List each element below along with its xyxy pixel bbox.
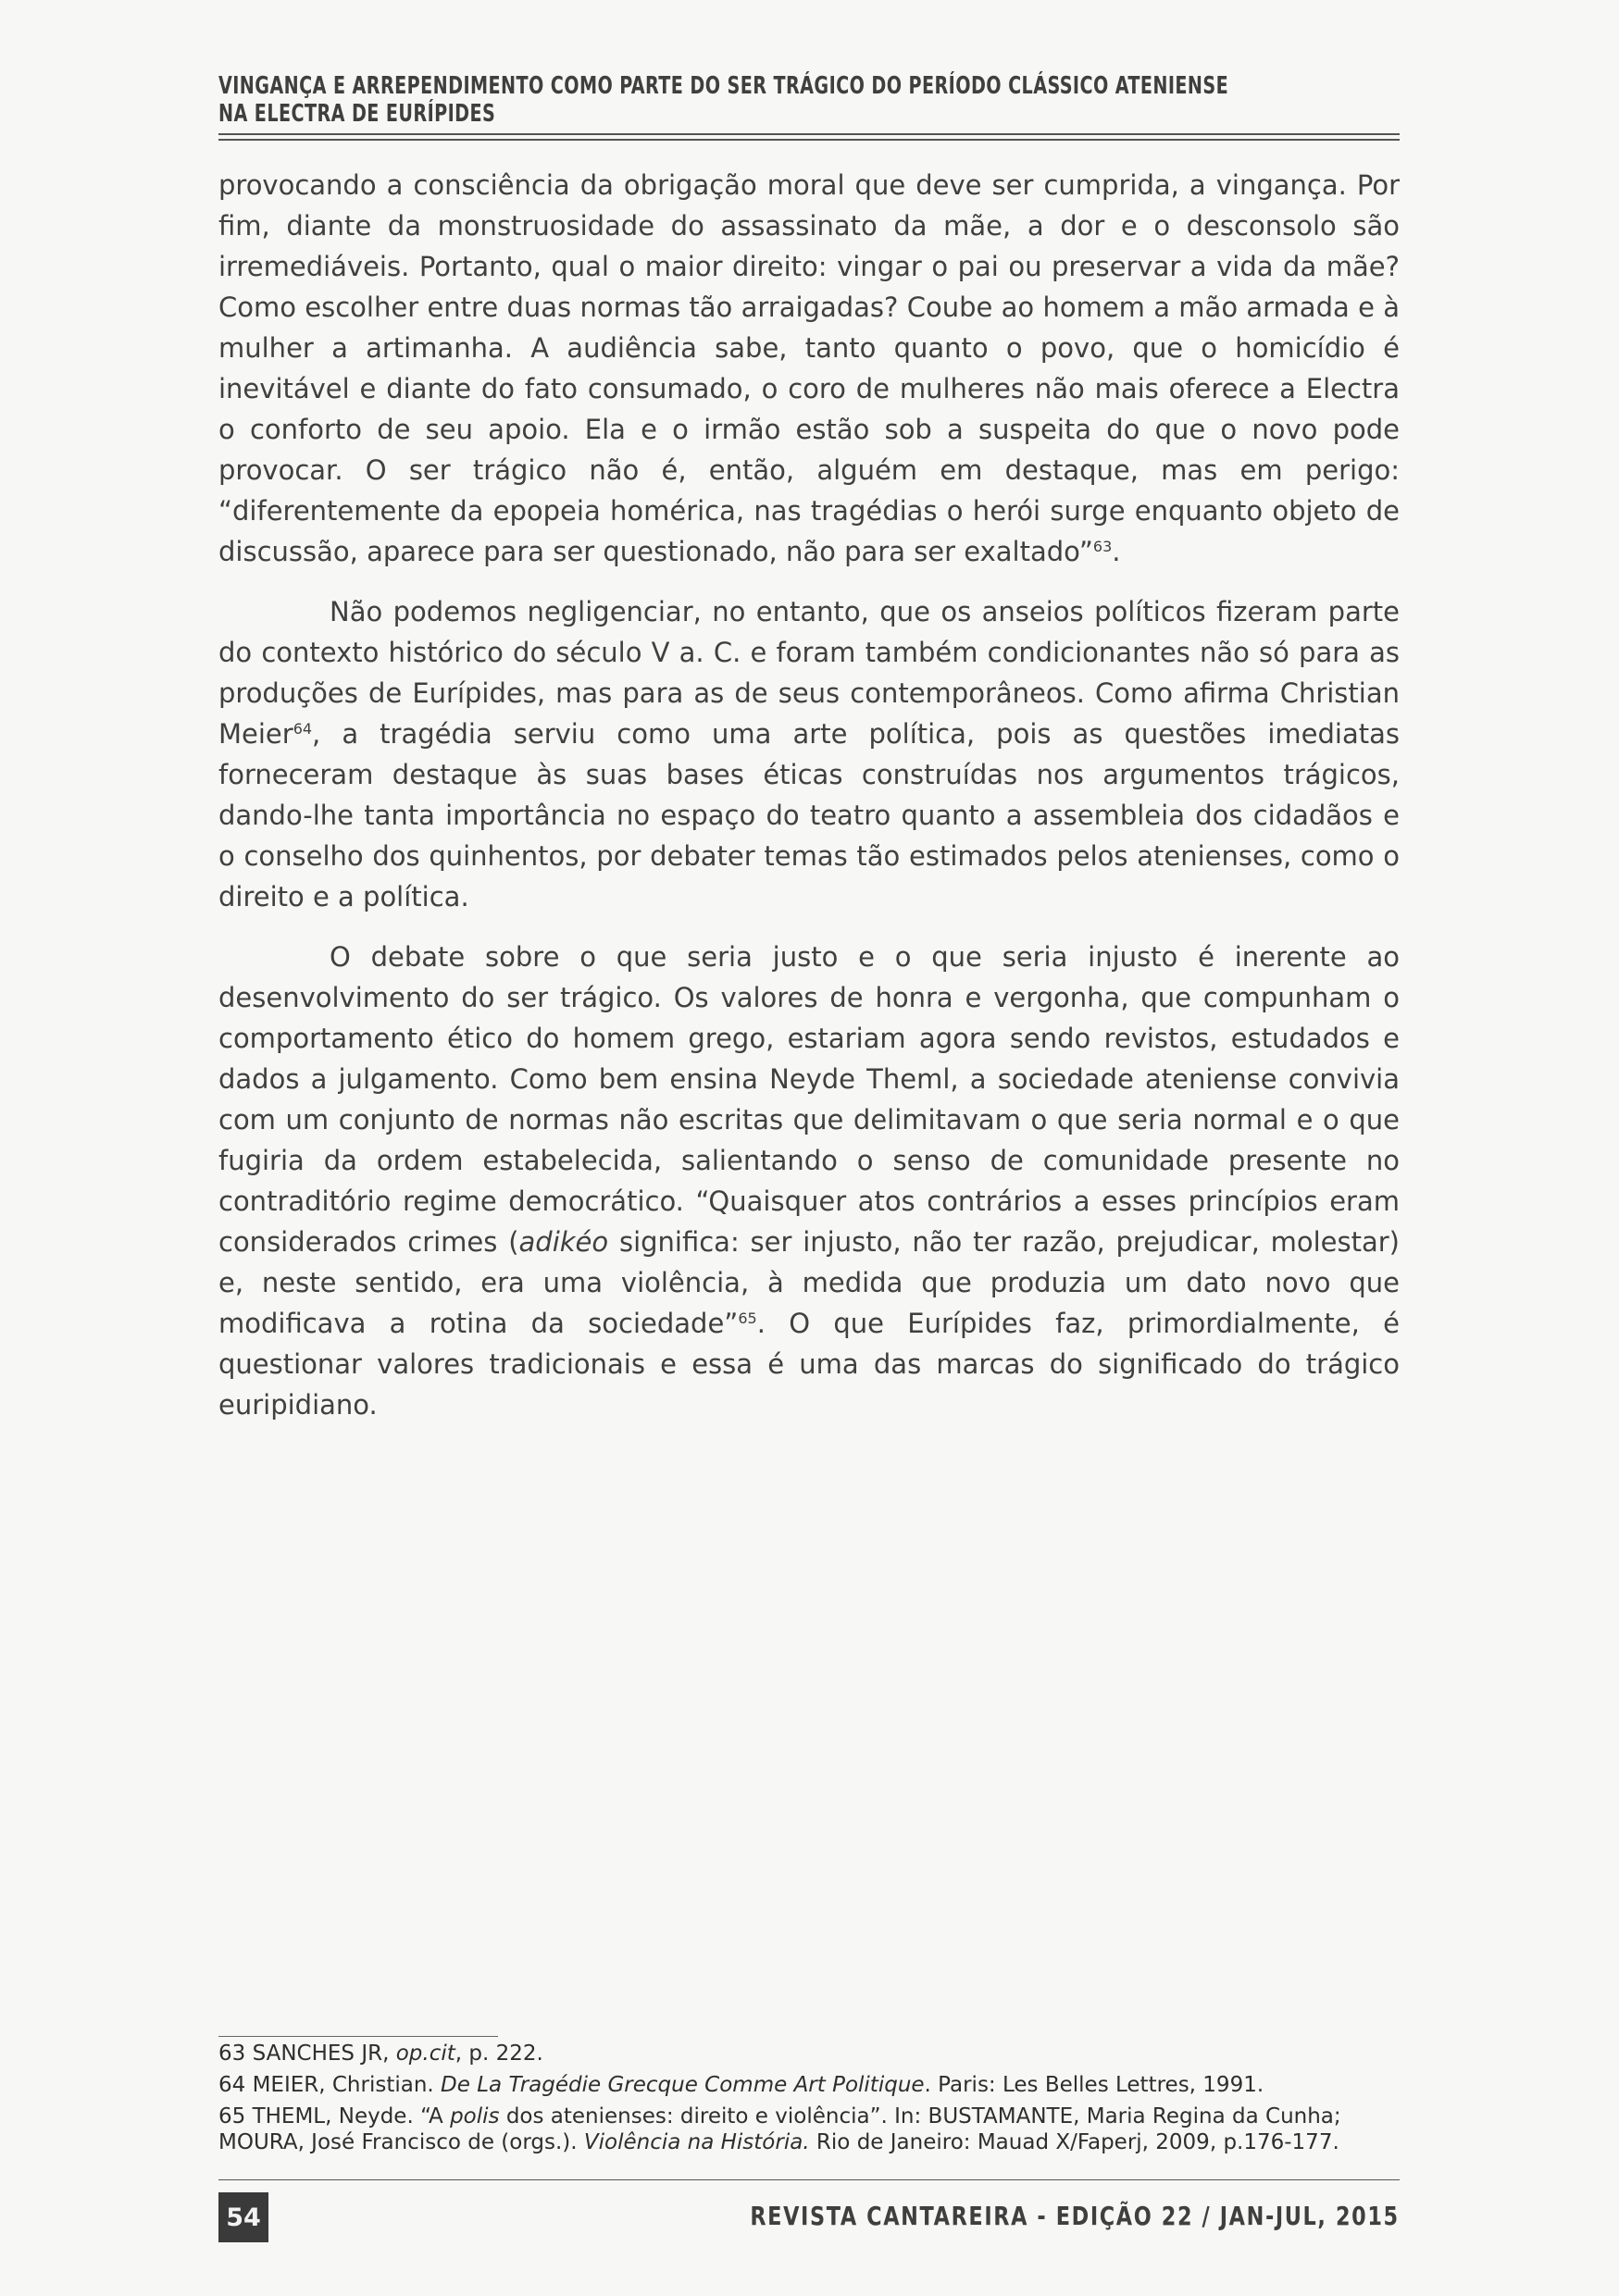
- paragraph-2: [218, 591, 1400, 917]
- paragraph-3-end: . O que Eurípides faz, primordialmente, é questionar valores tradicionais e essa é uma das marcas do significado do trágico euripidiano.: [218, 1308, 1400, 1421]
- footnote-separator: [218, 2036, 498, 2037]
- footnote-ref-64[interactable]: 64: [293, 720, 313, 738]
- paragraph-2-text: Não podemos negligenciar, no entanto, que os anseios políticos fizeram parte do contexto histórico do século V a. C. e foram também condicionantes não só para as produções de Eurípides, mas para as de seus contemporâneos. Como afirma Christian Meier: [218, 596, 1400, 750]
- paragraph-2-end: , a tragédia serviu como uma arte política, pois as questões imediatas forneceram destaque às suas bases éticas construídas nos argumentos trágicos, dando-lhe tanta importância no espaço do teatro quanto a assembleia dos cidadãos e o conselho dos quinhentos, por debater temas tão estimados pelos atenienses, como o direito e a política.: [218, 718, 1400, 912]
- paragraph-3: [218, 937, 1400, 1425]
- paragraph-1-text: provocando a consciência da obrigação moral que deve ser cumprida, a vingança. Por fim, diante da monstruosidade do assassinato da mãe, a dor e o desconsolo são irremediáveis. Portanto, qual o maior direito: vingar o pai ou preservar a vida da mãe? Como escolher entre duas normas tão arraigadas? Coube ao homem a mão armada e à mulher a artimanha. A audiência sabe, tanto quanto o povo, que o homicídio é inevitável e diante do fato consumado, o coro de mulheres não mais oferece a Electra o conforto de seu apoio. Ela e o irmão estão sob a suspeita do que o novo pode provocar. O ser trágico não é, então, alguém em destaque, mas em perigo: “diferentemente da epopeia homérica, nas tragédias o herói surge enquanto objeto de discussão, aparece para ser questionado, não para ser exaltado”: [218, 169, 1400, 567]
- footnotes: [218, 2041, 1400, 2161]
- italic-term-adikeo: adikéo: [518, 1226, 609, 1258]
- running-header: [218, 72, 1400, 141]
- body-text: [218, 165, 1400, 1445]
- footnote-ref-63[interactable]: 63: [1092, 538, 1113, 555]
- footnote-65: [218, 2104, 1400, 2155]
- header-title-line-2: NA ELECTRA DE EURÍPIDES: [218, 100, 496, 128]
- footnote-ref-65[interactable]: 65: [738, 1309, 757, 1327]
- fn64-end: . Paris: Les Belles Lettres, 1991.: [924, 2073, 1264, 2097]
- footnote-64: [218, 2072, 1400, 2098]
- paragraph-1: [218, 165, 1400, 572]
- fn63-text: 63 SANCHES JR,: [218, 2042, 396, 2066]
- header-double-rule: [218, 133, 1400, 141]
- fn65-text: 65 THEML, Neyde. “A: [218, 2104, 451, 2128]
- fn64-text: 64 MEIER, Christian.: [218, 2073, 442, 2097]
- fn65-italic-2: Violência na História.: [583, 2130, 810, 2154]
- fn65-mid: dos atenienses: direito e violência”. In: BUSTAMANTE, Maria Regina da Cunha; MOURA, José Francisco de (orgs.).: [218, 2104, 1341, 2154]
- footer-rule: [218, 2179, 1400, 2180]
- fn65-italic-1: polis: [450, 2104, 500, 2128]
- fn65-end: Rio de Janeiro: Mauad X/Faperj, 2009, p.176-177.: [809, 2130, 1339, 2154]
- fn63-end: , p. 222.: [455, 2042, 543, 2066]
- header-title-line-1: VINGANÇA E ARREPENDIMENTO COMO PARTE DO SER TRÁGICO DO PERÍODO CLÁSSICO ATENIENSE: [218, 72, 1229, 100]
- page-number-badge: 54: [218, 2192, 268, 2242]
- fn63-italic: op.cit: [395, 2042, 455, 2066]
- paragraph-3-text: O debate sobre o que seria justo e o que seria injusto é inerente ao desenvolvimento do ser trágico. Os valores de honra e vergonha, que compunham o comportamento ético do homem grego, estariam agora sendo revistos, estudados e dados a julgamento. Como bem ensina Neyde Theml, a sociedade ateniense convivia com um conjunto de normas não escritas que delimitavam o que seria normal e o que fugiria da ordem estabelecida, salientando o senso de comunidade presente no contraditório regime democrático. “Quaisquer atos contrários a esses princípios eram considerados crimes (: [218, 941, 1400, 1258]
- paragraph-3-mid: significa: ser injusto, não ter razão, prejudicar, molestar) e, neste sentido, era uma violência, à medida que produzia um dato novo que modificava a rotina da sociedade”: [218, 1226, 1400, 1339]
- footnote-63: [218, 2041, 1400, 2066]
- journal-footer: REVISTA CANTAREIRA - EDIÇÃO 22 / JAN-JUL, 2015: [750, 2201, 1400, 2231]
- fn64-italic: De La Tragédie Grecque Comme Art Politique: [441, 2073, 925, 2097]
- paragraph-1-end: .: [1112, 536, 1121, 567]
